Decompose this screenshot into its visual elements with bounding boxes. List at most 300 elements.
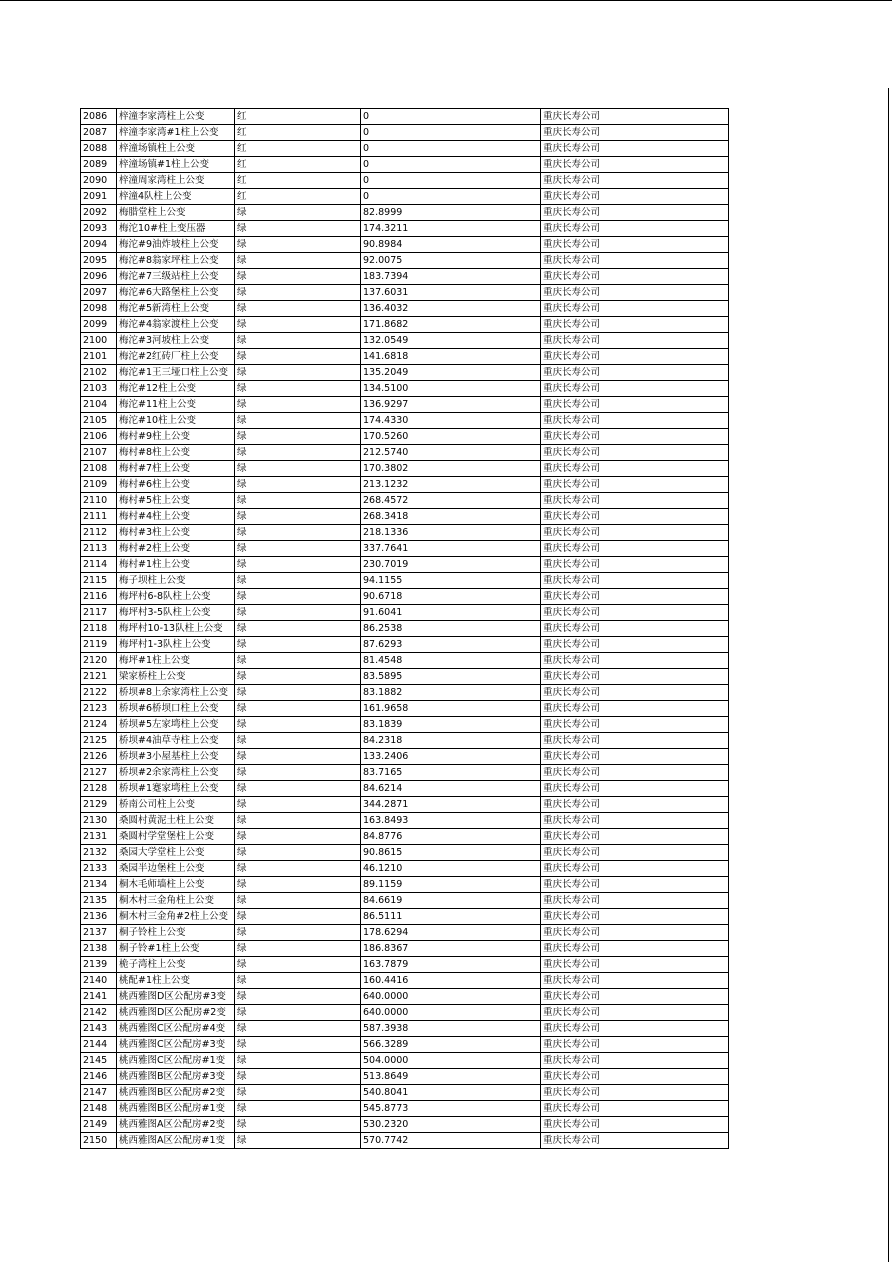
- value-cell: 89.1159: [361, 877, 541, 893]
- table-row: [81, 861, 729, 877]
- transformer-name-cell: 梅坪村6-8队柱上公变: [117, 589, 235, 605]
- table-row: [81, 733, 729, 749]
- company-cell: 重庆长寿公司: [541, 669, 729, 685]
- transformer-name-cell: 梅沱#8翁家坪柱上公变: [117, 253, 235, 269]
- transformer-name-cell: 梅村#5柱上公变: [117, 493, 235, 509]
- value-cell: 91.6041: [361, 605, 541, 621]
- value-cell: 183.7394: [361, 269, 541, 285]
- status-cell: 绿: [235, 829, 361, 845]
- company-cell: 重庆长寿公司: [541, 493, 729, 509]
- company-cell: 重庆长寿公司: [541, 237, 729, 253]
- company-cell: 重庆长寿公司: [541, 1085, 729, 1101]
- table-row: [81, 205, 729, 221]
- row-number-cell: 2118: [81, 621, 117, 637]
- row-number-cell: 2129: [81, 797, 117, 813]
- status-cell: 绿: [235, 925, 361, 941]
- row-number-cell: 2142: [81, 1005, 117, 1021]
- value-cell: 268.3418: [361, 509, 541, 525]
- value-cell: 163.8493: [361, 813, 541, 829]
- transformer-name-cell: 桥坝#3小屋基柱上公变: [117, 749, 235, 765]
- status-cell: 绿: [235, 493, 361, 509]
- status-cell: 绿: [235, 717, 361, 733]
- table-row: [81, 301, 729, 317]
- row-number-cell: 2102: [81, 365, 117, 381]
- transformer-name-cell: 梅坪#1柱上公变: [117, 653, 235, 669]
- row-number-cell: 2145: [81, 1053, 117, 1069]
- table-row: [81, 1101, 729, 1117]
- company-cell: 重庆长寿公司: [541, 253, 729, 269]
- status-cell: 绿: [235, 269, 361, 285]
- table-row: [81, 573, 729, 589]
- company-cell: 重庆长寿公司: [541, 925, 729, 941]
- company-cell: 重庆长寿公司: [541, 941, 729, 957]
- table-row: [81, 893, 729, 909]
- status-cell: 绿: [235, 845, 361, 861]
- transformer-name-cell: 桥坝#4油草寺柱上公变: [117, 733, 235, 749]
- table-row: [81, 749, 729, 765]
- page-top-border: [0, 0, 892, 1]
- transformer-name-cell: 梅沱#3河坡柱上公变: [117, 333, 235, 349]
- transformer-name-cell: 梅沱#9油炸坡柱上公变: [117, 237, 235, 253]
- transformer-name-cell: 梅子坝柱上公变: [117, 573, 235, 589]
- status-cell: 绿: [235, 957, 361, 973]
- company-cell: 重庆长寿公司: [541, 893, 729, 909]
- transformer-name-cell: 梅村#2柱上公变: [117, 541, 235, 557]
- company-cell: 重庆长寿公司: [541, 957, 729, 973]
- status-cell: 绿: [235, 1101, 361, 1117]
- status-cell: 绿: [235, 669, 361, 685]
- value-cell: 213.1232: [361, 477, 541, 493]
- company-cell: 重庆长寿公司: [541, 797, 729, 813]
- value-cell: 94.1155: [361, 573, 541, 589]
- value-cell: 136.4032: [361, 301, 541, 317]
- transformer-name-cell: 桐子铃柱上公变: [117, 925, 235, 941]
- company-cell: 重庆长寿公司: [541, 653, 729, 669]
- company-cell: 重庆长寿公司: [541, 365, 729, 381]
- row-number-cell: 2103: [81, 381, 117, 397]
- company-cell: 重庆长寿公司: [541, 557, 729, 573]
- value-cell: 46.1210: [361, 861, 541, 877]
- value-cell: 135.2049: [361, 365, 541, 381]
- value-cell: 87.6293: [361, 637, 541, 653]
- status-cell: 绿: [235, 989, 361, 1005]
- table-row: [81, 557, 729, 573]
- status-cell: 绿: [235, 893, 361, 909]
- row-number-cell: 2131: [81, 829, 117, 845]
- value-cell: 186.8367: [361, 941, 541, 957]
- table-row: [81, 397, 729, 413]
- transformer-name-cell: 梅腊堂柱上公变: [117, 205, 235, 221]
- company-cell: 重庆长寿公司: [541, 445, 729, 461]
- row-number-cell: 2132: [81, 845, 117, 861]
- value-cell: 133.2406: [361, 749, 541, 765]
- status-cell: 绿: [235, 365, 361, 381]
- table-row: [81, 909, 729, 925]
- company-cell: 重庆长寿公司: [541, 573, 729, 589]
- company-cell: 重庆长寿公司: [541, 1069, 729, 1085]
- status-cell: 绿: [235, 397, 361, 413]
- company-cell: 重庆长寿公司: [541, 589, 729, 605]
- table-row: [81, 125, 729, 141]
- value-cell: 83.5895: [361, 669, 541, 685]
- row-number-cell: 2092: [81, 205, 117, 221]
- transformer-name-cell: 梅沱#2红砖厂柱上公变: [117, 349, 235, 365]
- company-cell: 重庆长寿公司: [541, 413, 729, 429]
- row-number-cell: 2147: [81, 1085, 117, 1101]
- transformer-name-cell: 桥坝#1蹇家塆柱上公变: [117, 781, 235, 797]
- status-cell: 绿: [235, 1005, 361, 1021]
- status-cell: 绿: [235, 973, 361, 989]
- company-cell: 重庆长寿公司: [541, 1021, 729, 1037]
- row-number-cell: 2120: [81, 653, 117, 669]
- status-cell: 绿: [235, 749, 361, 765]
- table-row: [81, 445, 729, 461]
- value-cell: 171.8682: [361, 317, 541, 333]
- transformer-name-cell: 梅村#4柱上公变: [117, 509, 235, 525]
- status-cell: 绿: [235, 461, 361, 477]
- row-number-cell: 2130: [81, 813, 117, 829]
- transformer-name-cell: 梅沱#7三级站柱上公变: [117, 269, 235, 285]
- transformer-name-cell: 梅村#9柱上公变: [117, 429, 235, 445]
- company-cell: 重庆长寿公司: [541, 125, 729, 141]
- status-cell: 绿: [235, 1133, 361, 1149]
- value-cell: 86.5111: [361, 909, 541, 925]
- table-row: [81, 1069, 729, 1085]
- value-cell: 163.7879: [361, 957, 541, 973]
- row-number-cell: 2117: [81, 605, 117, 621]
- row-number-cell: 2140: [81, 973, 117, 989]
- status-cell: 绿: [235, 1117, 361, 1133]
- value-cell: 570.7742: [361, 1133, 541, 1149]
- status-cell: 绿: [235, 413, 361, 429]
- row-number-cell: 2112: [81, 525, 117, 541]
- transformer-name-cell: 梅村#1柱上公变: [117, 557, 235, 573]
- company-cell: 重庆长寿公司: [541, 1101, 729, 1117]
- status-cell: 绿: [235, 781, 361, 797]
- transformer-name-cell: 桃西雅图A区公配房#1变: [117, 1133, 235, 1149]
- table-row: [81, 189, 729, 205]
- table-row: [81, 269, 729, 285]
- row-number-cell: 2099: [81, 317, 117, 333]
- row-number-cell: 2110: [81, 493, 117, 509]
- table-row: [81, 1021, 729, 1037]
- row-number-cell: 2105: [81, 413, 117, 429]
- value-cell: 134.5100: [361, 381, 541, 397]
- status-cell: 绿: [235, 509, 361, 525]
- company-cell: 重庆长寿公司: [541, 269, 729, 285]
- value-cell: 212.5740: [361, 445, 541, 461]
- transformer-name-cell: 梅沱#10柱上公变: [117, 413, 235, 429]
- table-row: [81, 925, 729, 941]
- company-cell: 重庆长寿公司: [541, 349, 729, 365]
- company-cell: 重庆长寿公司: [541, 141, 729, 157]
- status-cell: 红: [235, 157, 361, 173]
- value-cell: 337.7641: [361, 541, 541, 557]
- row-number-cell: 2143: [81, 1021, 117, 1037]
- status-cell: 绿: [235, 1021, 361, 1037]
- transformer-name-cell: 梓潼场镇#1柱上公变: [117, 157, 235, 173]
- value-cell: 230.7019: [361, 557, 541, 573]
- row-number-cell: 2125: [81, 733, 117, 749]
- value-cell: 0: [361, 189, 541, 205]
- row-number-cell: 2097: [81, 285, 117, 301]
- status-cell: 绿: [235, 221, 361, 237]
- company-cell: 重庆长寿公司: [541, 157, 729, 173]
- status-cell: 绿: [235, 381, 361, 397]
- status-cell: 绿: [235, 333, 361, 349]
- company-cell: 重庆长寿公司: [541, 685, 729, 701]
- row-number-cell: 2148: [81, 1101, 117, 1117]
- company-cell: 重庆长寿公司: [541, 317, 729, 333]
- transformer-name-cell: 梅村#7柱上公变: [117, 461, 235, 477]
- value-cell: 545.8773: [361, 1101, 541, 1117]
- transformer-name-cell: 桥南公司柱上公变: [117, 797, 235, 813]
- row-number-cell: 2134: [81, 877, 117, 893]
- status-cell: 绿: [235, 765, 361, 781]
- value-cell: 141.6818: [361, 349, 541, 365]
- transformer-name-cell: 桐木村三金角#2柱上公变: [117, 909, 235, 925]
- table-row: [81, 813, 729, 829]
- row-number-cell: 2094: [81, 237, 117, 253]
- value-cell: 132.0549: [361, 333, 541, 349]
- table-row: [81, 765, 729, 781]
- transformer-name-cell: 桥坝#8上余家湾柱上公变: [117, 685, 235, 701]
- status-cell: 绿: [235, 317, 361, 333]
- status-cell: 绿: [235, 477, 361, 493]
- table-row: [81, 333, 729, 349]
- row-number-cell: 2126: [81, 749, 117, 765]
- transformer-name-cell: 梓潼周家湾柱上公变: [117, 173, 235, 189]
- value-cell: 268.4572: [361, 493, 541, 509]
- page-right-border: [888, 88, 889, 1262]
- table-row: [81, 509, 729, 525]
- row-number-cell: 2141: [81, 989, 117, 1005]
- status-cell: 绿: [235, 429, 361, 445]
- transformer-name-cell: 桥坝#5左家塆柱上公变: [117, 717, 235, 733]
- transformer-name-cell: 桥坝#6桥坝口柱上公变: [117, 701, 235, 717]
- value-cell: 161.9658: [361, 701, 541, 717]
- table-row: [81, 701, 729, 717]
- transformer-name-cell: 桐木村三金角柱上公变: [117, 893, 235, 909]
- table-row: [81, 381, 729, 397]
- table-row: [81, 413, 729, 429]
- transformer-name-cell: 梓潼李家湾#1柱上公变: [117, 125, 235, 141]
- row-number-cell: 2149: [81, 1117, 117, 1133]
- status-cell: 绿: [235, 637, 361, 653]
- table-row: [81, 365, 729, 381]
- status-cell: 绿: [235, 1085, 361, 1101]
- value-cell: 90.8615: [361, 845, 541, 861]
- value-cell: 0: [361, 141, 541, 157]
- transformer-name-cell: 梅坪村10-13队柱上公变: [117, 621, 235, 637]
- table-row: [81, 541, 729, 557]
- transformer-name-cell: 桑园大学堂柱上公变: [117, 845, 235, 861]
- company-cell: 重庆长寿公司: [541, 877, 729, 893]
- data-table: [80, 108, 729, 1149]
- company-cell: 重庆长寿公司: [541, 861, 729, 877]
- company-cell: 重庆长寿公司: [541, 333, 729, 349]
- status-cell: 绿: [235, 541, 361, 557]
- row-number-cell: 2088: [81, 141, 117, 157]
- status-cell: 绿: [235, 605, 361, 621]
- value-cell: 84.6214: [361, 781, 541, 797]
- value-cell: 170.5260: [361, 429, 541, 445]
- table-row: [81, 621, 729, 637]
- row-number-cell: 2086: [81, 109, 117, 125]
- value-cell: 0: [361, 125, 541, 141]
- status-cell: 绿: [235, 1053, 361, 1069]
- value-cell: 344.2871: [361, 797, 541, 813]
- value-cell: 83.7165: [361, 765, 541, 781]
- status-cell: 绿: [235, 589, 361, 605]
- value-cell: 218.1336: [361, 525, 541, 541]
- row-number-cell: 2128: [81, 781, 117, 797]
- value-cell: 82.8999: [361, 205, 541, 221]
- value-cell: 0: [361, 173, 541, 189]
- company-cell: 重庆长寿公司: [541, 173, 729, 189]
- value-cell: 81.4548: [361, 653, 541, 669]
- company-cell: 重庆长寿公司: [541, 1005, 729, 1021]
- status-cell: 绿: [235, 685, 361, 701]
- row-number-cell: 2115: [81, 573, 117, 589]
- table-row: [81, 141, 729, 157]
- company-cell: 重庆长寿公司: [541, 541, 729, 557]
- company-cell: 重庆长寿公司: [541, 989, 729, 1005]
- value-cell: 160.4416: [361, 973, 541, 989]
- company-cell: 重庆长寿公司: [541, 909, 729, 925]
- transformer-name-cell: 梓潼4队柱上公变: [117, 189, 235, 205]
- row-number-cell: 2100: [81, 333, 117, 349]
- company-cell: 重庆长寿公司: [541, 829, 729, 845]
- status-cell: 绿: [235, 445, 361, 461]
- transformer-name-cell: 梅沱#5新湾柱上公变: [117, 301, 235, 317]
- row-number-cell: 2093: [81, 221, 117, 237]
- table-row: [81, 477, 729, 493]
- value-cell: 84.2318: [361, 733, 541, 749]
- company-cell: 重庆长寿公司: [541, 221, 729, 237]
- value-cell: 90.8984: [361, 237, 541, 253]
- company-cell: 重庆长寿公司: [541, 429, 729, 445]
- table-row: [81, 285, 729, 301]
- value-cell: 587.3938: [361, 1021, 541, 1037]
- status-cell: 绿: [235, 253, 361, 269]
- company-cell: 重庆长寿公司: [541, 461, 729, 477]
- status-cell: 绿: [235, 653, 361, 669]
- value-cell: 174.4330: [361, 413, 541, 429]
- transformer-name-cell: 梅村#6柱上公变: [117, 477, 235, 493]
- value-cell: 83.1882: [361, 685, 541, 701]
- company-cell: 重庆长寿公司: [541, 1133, 729, 1149]
- transformer-name-cell: 梅坪村3-5队柱上公变: [117, 605, 235, 621]
- row-number-cell: 2114: [81, 557, 117, 573]
- company-cell: 重庆长寿公司: [541, 973, 729, 989]
- company-cell: 重庆长寿公司: [541, 285, 729, 301]
- row-number-cell: 2089: [81, 157, 117, 173]
- table-row: [81, 253, 729, 269]
- row-number-cell: 2138: [81, 941, 117, 957]
- value-cell: 83.1839: [361, 717, 541, 733]
- table-row: [81, 669, 729, 685]
- transformer-name-cell: 梅沱#1王三垭口柱上公变: [117, 365, 235, 381]
- row-number-cell: 2095: [81, 253, 117, 269]
- row-number-cell: 2101: [81, 349, 117, 365]
- status-cell: 绿: [235, 861, 361, 877]
- status-cell: 绿: [235, 877, 361, 893]
- table-row: [81, 829, 729, 845]
- table-row: [81, 1037, 729, 1053]
- row-number-cell: 2106: [81, 429, 117, 445]
- company-cell: 重庆长寿公司: [541, 509, 729, 525]
- row-number-cell: 2108: [81, 461, 117, 477]
- table-row: [81, 221, 729, 237]
- company-cell: 重庆长寿公司: [541, 717, 729, 733]
- status-cell: 绿: [235, 349, 361, 365]
- status-cell: 绿: [235, 301, 361, 317]
- table-row: [81, 525, 729, 541]
- value-cell: 566.3289: [361, 1037, 541, 1053]
- transformer-name-cell: 桃西雅图D区公配房#2变: [117, 1005, 235, 1021]
- row-number-cell: 2113: [81, 541, 117, 557]
- transformer-name-cell: 桥坝#2余家湾柱上公变: [117, 765, 235, 781]
- company-cell: 重庆长寿公司: [541, 845, 729, 861]
- transformer-name-cell: 桃配#1柱上公变: [117, 973, 235, 989]
- row-number-cell: 2133: [81, 861, 117, 877]
- row-number-cell: 2109: [81, 477, 117, 493]
- status-cell: 绿: [235, 205, 361, 221]
- row-number-cell: 2091: [81, 189, 117, 205]
- table-body: [81, 109, 729, 1149]
- value-cell: 640.0000: [361, 1005, 541, 1021]
- transformer-name-cell: 梅坪村1-3队柱上公变: [117, 637, 235, 653]
- row-number-cell: 2146: [81, 1069, 117, 1085]
- company-cell: 重庆长寿公司: [541, 1053, 729, 1069]
- company-cell: 重庆长寿公司: [541, 477, 729, 493]
- value-cell: 170.3802: [361, 461, 541, 477]
- transformer-name-cell: 桃西雅图B区公配房#2变: [117, 1085, 235, 1101]
- value-cell: 92.0075: [361, 253, 541, 269]
- company-cell: 重庆长寿公司: [541, 733, 729, 749]
- status-cell: 绿: [235, 237, 361, 253]
- table-row: [81, 461, 729, 477]
- row-number-cell: 2104: [81, 397, 117, 413]
- company-cell: 重庆长寿公司: [541, 621, 729, 637]
- row-number-cell: 2121: [81, 669, 117, 685]
- transformer-name-cell: 梓潼场镇柱上公变: [117, 141, 235, 157]
- value-cell: 540.8041: [361, 1085, 541, 1101]
- value-cell: 136.9297: [361, 397, 541, 413]
- table-row: [81, 685, 729, 701]
- table-row: [81, 109, 729, 125]
- row-number-cell: 2144: [81, 1037, 117, 1053]
- table-row: [81, 157, 729, 173]
- table-row: [81, 493, 729, 509]
- row-number-cell: 2139: [81, 957, 117, 973]
- row-number-cell: 2116: [81, 589, 117, 605]
- company-cell: 重庆长寿公司: [541, 813, 729, 829]
- table-row: [81, 589, 729, 605]
- transformer-name-cell: 桃西雅图C区公配房#1变: [117, 1053, 235, 1069]
- table-row: [81, 781, 729, 797]
- value-cell: 530.2320: [361, 1117, 541, 1133]
- company-cell: 重庆长寿公司: [541, 605, 729, 621]
- value-cell: 504.0000: [361, 1053, 541, 1069]
- table-row: [81, 797, 729, 813]
- company-cell: 重庆长寿公司: [541, 109, 729, 125]
- row-number-cell: 2119: [81, 637, 117, 653]
- transformer-name-cell: 梅沱#4翁家渡柱上公变: [117, 317, 235, 333]
- table-row: [81, 845, 729, 861]
- value-cell: 0: [361, 157, 541, 173]
